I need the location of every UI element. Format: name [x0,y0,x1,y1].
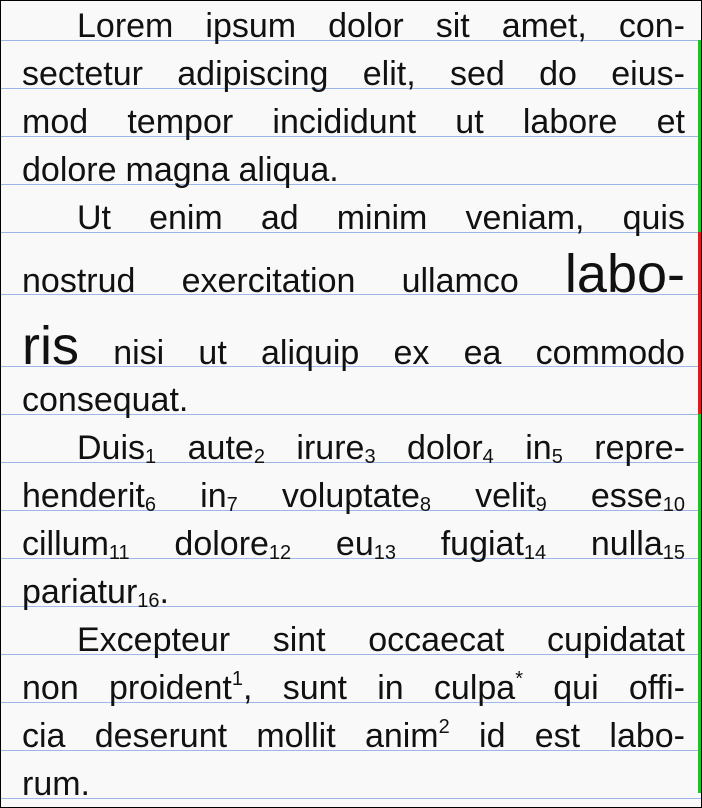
subscript: 5 [551,446,563,468]
right-margin-bar-green [698,40,701,232]
word [525,429,563,468]
superscript: 1 [231,668,243,690]
word: con- [618,7,685,45]
subscript: 9 [535,494,547,516]
punctuation: . [159,573,169,611]
word: veniam, [465,199,585,237]
word: tempor [127,103,234,141]
subscript: 12 [268,542,292,564]
subscript: 7 [226,494,238,516]
word: do [539,55,577,93]
text-line [77,429,685,468]
word [281,477,431,516]
word-text: cillum [22,525,109,563]
word-text: irure [296,429,365,467]
word: Lorem [77,7,174,45]
subscript: 11 [108,542,130,564]
text-line [77,201,685,235]
text-line [22,477,685,516]
word-text: proident [108,669,232,707]
word: consequat. [22,381,189,419]
word: eius- [611,55,685,93]
word [22,525,130,564]
subscript: 4 [482,446,494,468]
word: commodo [535,334,685,372]
word: cupidatat [546,621,685,659]
word: mollit [256,717,336,755]
word: amet, [501,7,587,45]
word: enim [149,199,223,237]
word: labo- [609,717,685,755]
word: exercitation [181,262,356,300]
subscript: 8 [419,494,431,516]
word-text: nulla [590,525,663,563]
word [22,477,156,516]
word: dolor [328,7,404,45]
word: mod [22,103,89,141]
word: adipiscing [177,55,329,93]
word-text: fugiat [440,525,524,563]
subscript: 10 [662,494,685,516]
word: sed [449,55,505,93]
word [174,525,292,564]
text-line [22,525,685,564]
word-text: culpa [433,669,516,707]
text-line [22,668,685,707]
word-text: henderit [22,477,145,515]
word-text: Duis [77,429,146,467]
text-line [22,316,685,376]
word [187,429,265,468]
subscript: 14 [523,542,547,564]
text-line [22,767,685,801]
word: nisi [113,334,165,372]
word: incididunt [272,103,417,141]
word [22,573,169,611]
text-line [22,383,685,417]
word: est [534,717,581,755]
word: offi- [628,669,685,707]
word: ut [455,103,484,141]
word: ipsum [205,7,297,45]
word [440,525,547,564]
word [200,477,238,516]
word-text: aute [187,429,254,467]
word: sectetur [22,55,143,93]
word: cia [22,717,66,755]
word: occaecat [368,621,505,659]
word: minim [336,199,428,237]
right-margin-bar-red [698,232,701,414]
word: qui [553,669,599,707]
word: nostrud [22,262,136,300]
word [433,668,523,707]
superscript: * [515,668,523,690]
word [108,668,253,707]
word: sunt [282,669,347,707]
word-text: dolore [174,525,269,563]
text-line [22,244,685,304]
word: aliquip [260,334,360,372]
word: dolore [22,151,117,189]
word [364,716,450,755]
word-text: esse [590,477,663,515]
word: Excepteur [77,621,231,659]
subscript: 16 [137,590,160,612]
word: repre- [594,429,685,467]
text-line [22,716,685,755]
word: et [656,103,685,141]
word-text: in [525,429,552,467]
word: quis [622,199,685,237]
subscript: 2 [253,446,265,468]
subscript: 3 [364,446,376,468]
word: ut [198,334,227,372]
word-text: pariatur [22,573,138,611]
word [475,477,547,516]
word: sint [272,621,326,659]
word: deserunt [94,717,228,755]
word-text: velit [475,477,536,515]
word [77,429,157,468]
subscript: 13 [373,542,396,564]
word-text: voluptate [281,477,420,515]
word: non [22,669,79,707]
word-text: dolor [407,429,483,467]
word-enlarged: labo- [564,244,685,304]
word-enlarged: ris [22,316,79,376]
word: magna [125,151,230,189]
text-line [22,153,685,187]
word [335,525,396,564]
text-line [77,623,685,657]
word-text: in [200,477,227,515]
word: labore [522,103,618,141]
punctuation: , [242,669,253,707]
word: elit, [362,55,416,93]
right-margin-bar-green [698,414,701,793]
word: aliqua. [238,151,339,189]
word [407,429,494,468]
subscript: 1 [145,446,157,468]
word: ullamco [401,262,519,300]
word [296,429,376,468]
word-text: anim [364,717,439,755]
word: rum. [22,765,90,803]
text-line [22,573,685,612]
superscript: 2 [438,716,450,738]
text-line [22,105,685,139]
word: ea [463,334,502,372]
subscript: 6 [144,494,156,516]
word: Ut [77,199,111,237]
word: in [377,669,404,707]
word: ex [393,334,430,372]
text-line [22,57,685,91]
word: sit [435,7,470,45]
word [590,477,685,516]
text-line [77,9,685,43]
word-text: eu [335,525,374,563]
subscript: 15 [662,542,685,564]
word: ad [260,199,299,237]
word: id [479,717,506,755]
word [590,525,685,564]
